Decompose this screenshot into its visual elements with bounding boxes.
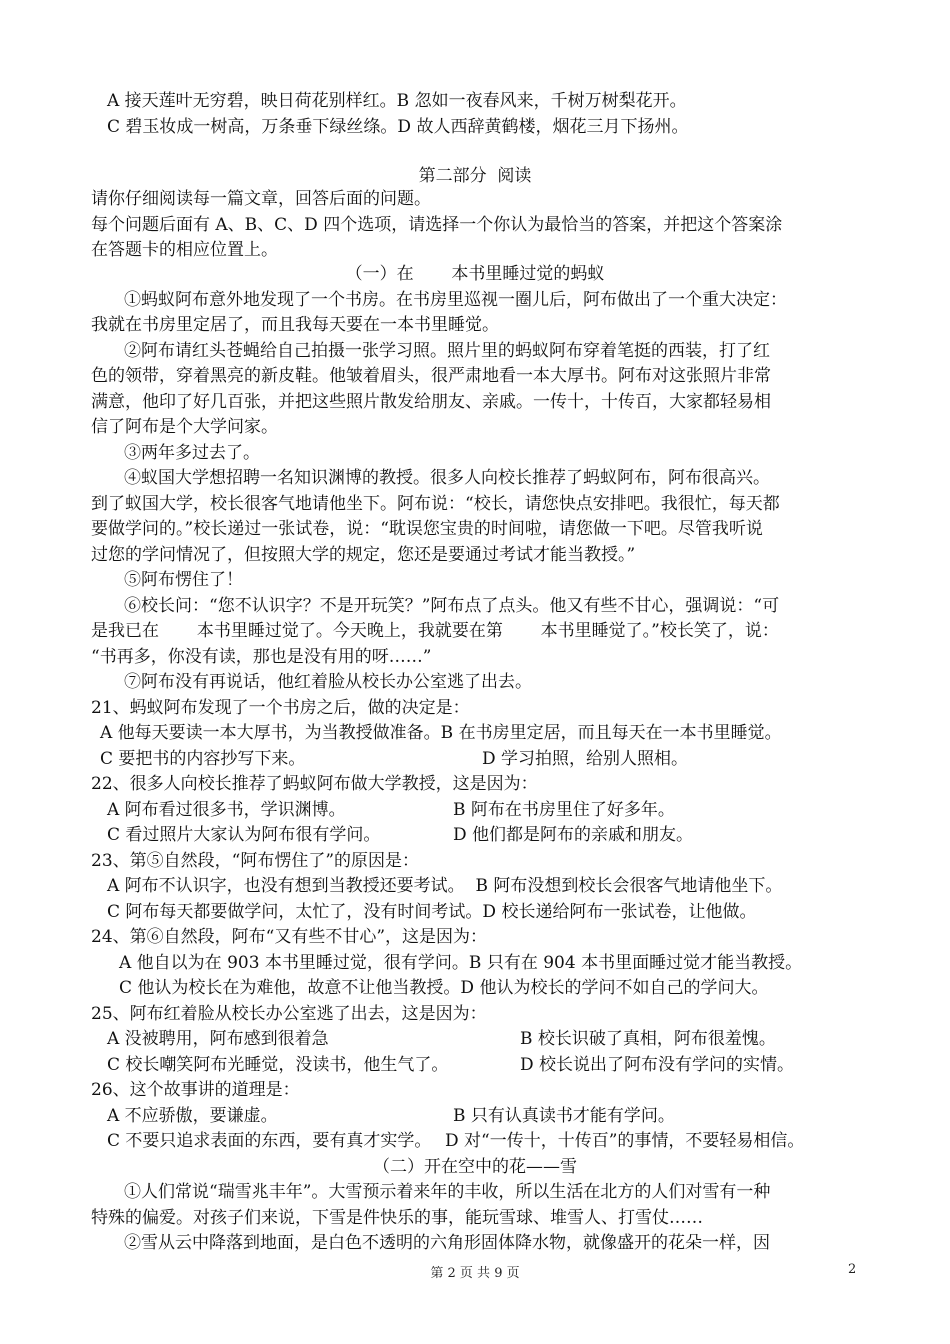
passage1-line: 是我已在 本书里睡过觉了。今天晚上，我就要在第 本书里睡觉了。”校长笑了，说：: [91, 621, 779, 641]
question-option: D 他们都是阿布的亲戚和朋友。: [453, 825, 694, 845]
passage1-line: ①蚂蚁阿布意外地发现了一个书房。在书房里巡视一圈儿后，阿布做出了一个重大决定：: [124, 290, 787, 310]
question-option: D 学习拍照，给别人照相。: [482, 749, 689, 769]
question-option: A 阿布看过很多书，学识渊博。: [107, 800, 346, 820]
passage1-line: ⑦阿布没有再说话，他红着脸从校长办公室逃了出去。: [124, 672, 532, 692]
passage1-line: “书再多，你没有读，那也是没有用的呀……”: [91, 647, 432, 667]
passage1-title: （一）在 本书里睡过觉的蚂蚁: [345, 264, 605, 284]
passage1-line: ②阿布请红头苍蝇给自己拍摄一张学习照。照片里的蚂蚁阿布穿着笔挺的西装，打了红: [124, 341, 770, 361]
passage1-line: 要做学问的。”校长递过一张试卷，说：“耽误您宝贵的时间啦，请您做一下吧。尽管我听说: [91, 519, 763, 539]
prev-question-option-line: C 碧玉妆成一树高，万条垂下绿丝绦。D 故人西辞黄鹤楼，烟花三月下扬州。: [107, 117, 689, 137]
instruction-line: 请你仔细阅读每一篇文章，回答后面的问题。: [91, 189, 431, 209]
question-option: C 不要只追求表面的东西，要有真才实学。: [107, 1131, 432, 1151]
question-stem: 23、第⑤自然段，“阿布愣住了”的原因是：: [91, 851, 420, 871]
passage1-line: ③两年多过去了。: [124, 443, 260, 463]
question-option: A 他自以为在 903 本书里睡过觉，很有学问。B 只有在 904 本书里面睡过觉才能当教授。: [119, 953, 803, 973]
question-stem: 21、蚂蚁阿布发现了一个书房之后，做的决定是：: [91, 698, 470, 718]
part-title: 第二部分 阅读: [418, 166, 532, 186]
question-stem: 25、阿布红着脸从校长办公室逃了出去，这是因为：: [91, 1004, 487, 1024]
passage1-line: 满意，他印了好几百张，并把这些照片散发给朋友、亲戚。一传十，十传百，大家都轻易相: [91, 392, 771, 412]
question-option: C 他认为校长在为难他，故意不让他当教授。D 他认为校长的学问不如自己的学问大。: [119, 978, 769, 998]
question-option: D 对“一传十，十传百”的事情，不要轻易相信。: [445, 1131, 805, 1151]
question-option: C 校长嘲笑阿布光睡觉，没读书，他生气了。: [107, 1055, 449, 1075]
passage1-line: ④蚁国大学想招聘一名知识渊博的教授。很多人向校长推荐了蚂蚁阿布，阿布很高兴。: [124, 468, 770, 488]
prev-question-option-line: A 接天莲叶无穷碧，映日荷花别样红。B 忽如一夜春风来，千树万树梨花开。: [107, 91, 687, 111]
passage1-line: 到了蚁国大学，校长很客气地请他坐下。阿布说：“校长，请您快点安排吧。我很忙，每天都: [91, 494, 780, 514]
instruction-line: 在答题卡的相应位置上。: [91, 240, 278, 260]
question-option: C 阿布每天都要做学问，太忙了，没有时间考试。D 校长递给阿布一张试卷，让他做。: [107, 902, 757, 922]
question-option: D 校长说出了阿布没有学问的实情。: [520, 1055, 795, 1075]
passage1-line: 信了阿布是个大学问家。: [91, 417, 278, 437]
question-option: A 没被聘用，阿布感到很着急: [107, 1029, 329, 1049]
page-number: 2: [848, 1262, 857, 1277]
question-option: B 阿布在书房里住了好多年。: [453, 800, 675, 820]
passage2-line: ①人们常说“瑞雪兆丰年”。大雪预示着来年的丰收，所以生活在北方的人们对雪有一种: [124, 1182, 771, 1202]
passage1-line: ⑥校长问：“您不认识字？不是开玩笑？”阿布点了点头。他又有些不甘心，强调说：“可: [124, 596, 780, 616]
passage1-line: ⑤阿布愣住了！: [124, 570, 243, 590]
passage1-line: 色的领带，穿着黑亮的新皮鞋。他皱着眉头，很严肃地看一本大厚书。阿布对这张照片非常: [91, 366, 771, 386]
question-option: A 不应骄傲，要谦虚。: [107, 1106, 278, 1126]
question-option: C 看过照片大家认为阿布很有学问。: [107, 825, 381, 845]
question-option: C 要把书的内容抄写下来。: [100, 749, 306, 769]
question-option: B 只有认真读书才能有学问。: [453, 1106, 675, 1126]
question-option: B 校长识破了真相，阿布很羞愧。: [520, 1029, 776, 1049]
question-stem: 24、第⑥自然段，阿布“又有些不甘心”，这是因为：: [91, 927, 488, 947]
question-stem: 22、很多人向校长推荐了蚂蚁阿布做大学教授，这是因为：: [91, 774, 538, 794]
page-footer: 第 2 页 共 9 页: [430, 1266, 520, 1281]
question-option: A 阿布不认识字，也没有想到当教授还要考试。 B 阿布没想到校长会很客气地请他坐下。: [107, 876, 783, 896]
passage2-title: （二）开在空中的花——雪: [373, 1157, 577, 1177]
passage2-line: 特殊的偏爱。对孩子们来说，下雪是件快乐的事，能玩雪球、堆雪人、打雪仗……: [91, 1208, 703, 1228]
passage2-line: ②雪从云中降落到地面，是白色不透明的六角形固体降水物，就像盛开的花朵一样，因: [124, 1233, 770, 1253]
passage1-line: 过您的学问情况了，但按照大学的规定，您还是要通过考试才能当教授。”: [91, 545, 636, 565]
question-stem: 26、这个故事讲的道理是：: [91, 1080, 300, 1100]
instruction-line: 每个问题后面有 A、B、C、D 四个选项，请选择一个你认为最恰当的答案，并把这个答案涂: [91, 215, 783, 235]
question-option: A 他每天要读一本大厚书，为当教授做准备。B 在书房里定居，而且每天在一本书里睡觉。: [100, 723, 782, 743]
passage1-line: 我就在书房里定居了，而且我每天要在一本书里睡觉。: [91, 315, 499, 335]
